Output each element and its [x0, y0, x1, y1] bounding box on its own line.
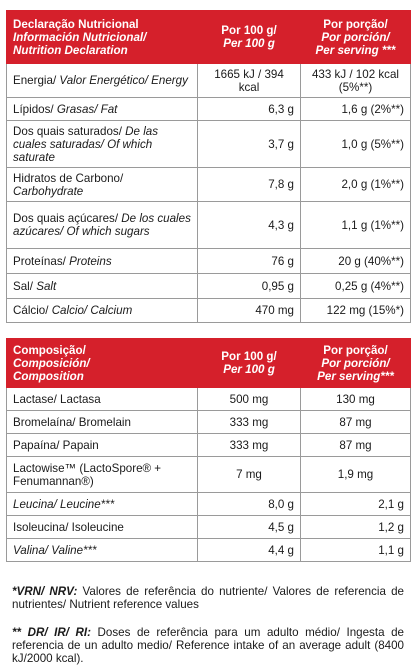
footnote-vrn-text: Valores de referência do nutriente/ Valores de referencia de nutrientes/ Nutrient reference values [12, 585, 405, 611]
row-label: Cálcio/ Calcio/ Calcium [7, 299, 198, 323]
composition-table [6, 338, 411, 562]
per100-value: 470 mg [198, 299, 301, 323]
serving-label-c: Per serving *** [315, 43, 396, 57]
per100-value: 500 mg [198, 388, 301, 411]
serving-value: 1,1 g (1%**) [301, 202, 411, 249]
serving-value: 87 mg [301, 411, 411, 434]
per100-label-a: Por 100 g/ [221, 350, 277, 363]
serving-value: 433 kJ / 102 kcal (5%**) [301, 64, 411, 98]
serving-value: 2,1 g [301, 493, 411, 516]
row-label: Sal/ Salt [7, 274, 198, 299]
comp-title-en: Composition [13, 369, 84, 383]
row-label: Papaína/ Papain [7, 434, 198, 457]
per100-label-a: Por 100 g/ [221, 24, 277, 37]
table-row [7, 539, 411, 562]
footnote-dr-label: ** DR/ IR/ RI: [12, 626, 91, 639]
table-row [7, 202, 411, 249]
serving-value: 122 mg (15%*) [301, 299, 411, 323]
serving-value: 1,1 g [301, 539, 411, 562]
row-label: Bromelaína/ Bromelain [7, 411, 198, 434]
serving-value: 2,0 g (1%**) [301, 168, 411, 202]
table-row [7, 121, 411, 168]
serving-label-a: Por porção/ [323, 17, 388, 31]
per100-value: 8,0 g [198, 493, 301, 516]
footnote-vrn-label: *VRN/ NRV: [12, 585, 78, 598]
comp-title-es: Composición/ [13, 356, 90, 370]
table-row [7, 516, 411, 539]
serving-header [301, 11, 411, 64]
row-label: Lactase/ Lactasa [7, 388, 198, 411]
per100-value: 76 g [198, 249, 301, 274]
serving-label-b: Por porción/ [321, 356, 390, 370]
row-label: Dos quais saturados/ De las cuales saturadas/ Of which saturate [7, 121, 198, 168]
nutrition-header-title [7, 11, 198, 64]
serving-label-c: Per serving*** [317, 369, 394, 383]
footnote-vrn [12, 585, 404, 611]
per100-value: 4,5 g [198, 516, 301, 539]
row-label: Leucina/ Leucine*** [7, 493, 198, 516]
table-row [7, 299, 411, 323]
table-row [7, 457, 411, 493]
serving-value: 130 mg [301, 388, 411, 411]
per100-value: 6,3 g [198, 98, 301, 121]
table-row [7, 274, 411, 299]
serving-label-a: Por porção/ [323, 343, 388, 357]
serving-value: 20 g (40%**) [301, 249, 411, 274]
row-label: Lactowise™ (LactoSpore® + Fenumannan®) [7, 457, 198, 493]
per100-header [198, 11, 301, 64]
row-label: Lípidos/ Grasas/ Fat [7, 98, 198, 121]
per100-value: 333 mg [198, 411, 301, 434]
comp-title-pt: Composição/ [13, 343, 86, 357]
per100-label-b: Per 100 g [223, 37, 275, 50]
per100-value: 4,3 g [198, 202, 301, 249]
serving-value: 1,9 mg [301, 457, 411, 493]
row-label: Dos quais açúcares/ De los cuales azúcares/ Of which sugars [7, 202, 198, 249]
serving-label-b: Por porción/ [321, 30, 390, 44]
table-row [7, 249, 411, 274]
per100-label-b: Per 100 g [223, 363, 275, 376]
serving-header [301, 339, 411, 388]
nutrition-table-header [7, 11, 411, 64]
footnote-dr-text: Doses de referência para um adulto médio/ Ingesta de referencia de un adulto medio/ Reference intake of an average adult (8400 kJ/2000 kcal). [12, 626, 404, 665]
serving-value: 0,25 g (4%**) [301, 274, 411, 299]
per100-value: 1665 kJ / 394 kcal [198, 64, 301, 98]
composition-header-title [7, 339, 198, 388]
table-row [7, 388, 411, 411]
serving-value: 1,0 g (5%**) [301, 121, 411, 168]
table-row [7, 434, 411, 457]
footnote-dr [12, 626, 404, 665]
row-label: Proteínas/ Proteins [7, 249, 198, 274]
table-row [7, 168, 411, 202]
title-es: Información Nutricional/ [13, 30, 147, 44]
serving-value: 87 mg [301, 434, 411, 457]
table-row [7, 493, 411, 516]
composition-table-header [7, 339, 411, 388]
table-row [7, 98, 411, 121]
per100-value: 3,7 g [198, 121, 301, 168]
row-label: Valina/ Valine*** [7, 539, 198, 562]
per100-value: 0,95 g [198, 274, 301, 299]
row-label: Isoleucina/ Isoleucine [7, 516, 198, 539]
per100-value: 7 mg [198, 457, 301, 493]
row-label: Hidratos de Carbono/ Carbohydrate [7, 168, 198, 202]
serving-value: 1,6 g (2%**) [301, 98, 411, 121]
per100-header [198, 339, 301, 388]
serving-value: 1,2 g [301, 516, 411, 539]
per100-value: 333 mg [198, 434, 301, 457]
title-en: Nutrition Declaration [13, 43, 128, 57]
nutrition-table [6, 10, 411, 323]
row-label: Energia/ Valor Energético/ Energy [7, 64, 198, 98]
per100-value: 7,8 g [198, 168, 301, 202]
table-row [7, 411, 411, 434]
title-pt: Declaração Nutricional [13, 17, 139, 31]
table-row [7, 64, 411, 98]
per100-value: 4,4 g [198, 539, 301, 562]
